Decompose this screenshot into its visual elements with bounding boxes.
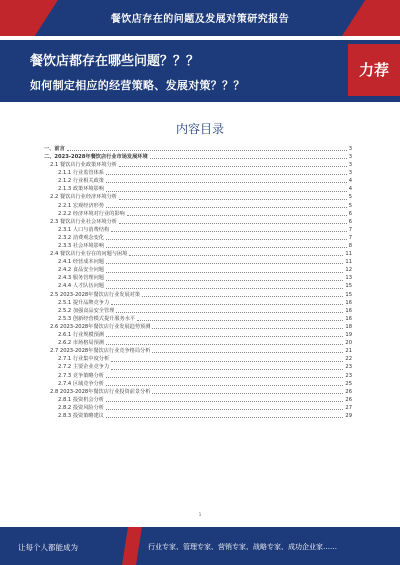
toc-leader-dots xyxy=(106,417,343,418)
toc-entry-page: 5 xyxy=(348,194,352,201)
toc-entry-text: 2.8.2 投资风险分析 xyxy=(58,404,104,411)
toc-entry-text: 2.3.1 人口与消费结构 xyxy=(58,226,110,233)
toc-entry-page: 16 xyxy=(345,299,352,306)
toc-entry[interactable] xyxy=(44,363,352,371)
toc-entry-text: 2.1 餐饮店行业政策环境分析 xyxy=(50,162,117,169)
toc-leader-dots xyxy=(106,409,343,410)
toc-entry[interactable] xyxy=(44,322,352,330)
banner-question-1: 餐饮店都存在哪些问题？？？ xyxy=(30,54,200,69)
toc-entry-text: 一、前言 xyxy=(44,145,65,152)
toc-leader-dots xyxy=(106,288,343,289)
toc-entry-text: 2.8.1 投资机会分析 xyxy=(58,396,104,403)
toc-title: 内容目录 xyxy=(175,122,224,136)
toc-entry-page: 7 xyxy=(348,234,352,241)
toc-entry-text: 2.5.3 创新经营模式提升服务水平 xyxy=(58,315,136,322)
toc-entry-page: 4 xyxy=(348,186,352,193)
toc-entry-text: 2.7.2 主要企业竞争力 xyxy=(58,364,110,371)
toc-leader-dots xyxy=(106,385,343,386)
toc-entry-page: 26 xyxy=(345,396,352,403)
toc-entry-page: 25 xyxy=(345,380,352,387)
toc-entry[interactable] xyxy=(44,257,352,265)
toc-leader-dots xyxy=(119,166,347,167)
toc-leader-dots xyxy=(106,336,343,337)
toc-entry[interactable] xyxy=(44,176,352,184)
toc-entry[interactable] xyxy=(44,209,352,217)
toc-entry[interactable] xyxy=(44,217,352,225)
toc-entry-text: 2.4.4 人才队伍问题 xyxy=(58,283,104,290)
toc-leader-dots xyxy=(106,401,343,402)
toc-entry-page: 6 xyxy=(348,210,352,217)
toc-entry-text: 2.3.2 消费观念变化 xyxy=(58,234,104,241)
recommend-badge-label: 力荐 xyxy=(358,61,389,79)
toc-leader-dots xyxy=(119,199,347,200)
toc-entry-page: 15 xyxy=(345,291,352,298)
toc-leader-dots xyxy=(106,207,347,208)
top-header-bar xyxy=(0,0,400,36)
footer-accent xyxy=(122,527,142,565)
toc-entry-page: 4 xyxy=(348,178,352,185)
toc-leader-dots xyxy=(106,174,347,175)
toc-entry-text: 2.2.1 宏观经济形势 xyxy=(58,202,104,209)
toc-entry[interactable] xyxy=(44,403,352,411)
toc-entry-text: 二、2023-2028年餐饮店行业市场发展环境 xyxy=(44,153,148,160)
toc-entry-page: 3 xyxy=(348,162,352,169)
toc-leader-dots xyxy=(111,369,343,370)
toc-leader-dots xyxy=(106,191,347,192)
toc-entry-text: 2.6 2023-2028年餐饮店行业发展趋势预测 xyxy=(50,323,151,330)
toc-leader-dots xyxy=(129,255,343,256)
toc-leader-dots xyxy=(127,215,347,216)
toc-entry-page: 16 xyxy=(345,307,352,314)
toc-entry-page: 27 xyxy=(345,404,352,411)
toc-entry-text: 2.2 餐饮店行业经济环境分析 xyxy=(50,194,117,201)
toc-entry[interactable] xyxy=(44,152,352,160)
toc-leader-dots xyxy=(116,312,343,313)
toc-entry-text: 2.6.1 行业规模预测 xyxy=(58,332,104,339)
table-of-contents xyxy=(44,144,352,419)
toc-entry-page: 6 xyxy=(348,218,352,225)
toc-entry[interactable] xyxy=(44,265,352,273)
toc-entry[interactable] xyxy=(44,282,352,290)
toc-entry-page: 8 xyxy=(348,243,352,250)
toc-leader-dots xyxy=(106,182,347,183)
toc-entry[interactable] xyxy=(44,395,352,403)
toc-entry[interactable] xyxy=(44,144,352,152)
toc-entry[interactable] xyxy=(44,314,352,322)
toc-entry-text: 2.3 餐饮店行业社会环境分析 xyxy=(50,218,117,225)
toc-entry[interactable] xyxy=(44,184,352,192)
toc-entry-page: 16 xyxy=(345,315,352,322)
toc-leader-dots xyxy=(106,272,343,273)
toc-entry-page: 29 xyxy=(345,412,352,419)
question-banner xyxy=(0,40,400,102)
toc-entry-text: 2.8 2023-2028年餐饮店行业投资前景分析 xyxy=(50,388,151,395)
toc-entry-page: 12 xyxy=(345,267,352,274)
toc-entry-text: 2.5.1 提升品牌竞争力 xyxy=(58,299,110,306)
toc-entry[interactable] xyxy=(44,306,352,314)
toc-leader-dots xyxy=(67,150,347,151)
page-number: 1 xyxy=(198,512,202,517)
toc-leader-dots xyxy=(111,304,343,305)
toc-entry[interactable] xyxy=(44,241,352,249)
toc-entry-page: 23 xyxy=(345,372,352,379)
toc-entry-text: 2.7.3 竞争策略分析 xyxy=(58,372,104,379)
toc-entry[interactable] xyxy=(44,290,352,298)
toc-entry-text: 2.7.1 行业集中度分析 xyxy=(58,356,110,363)
toc-entry-page: 26 xyxy=(345,388,352,395)
toc-entry[interactable] xyxy=(44,233,352,241)
toc-entry[interactable] xyxy=(44,249,352,257)
toc-entry[interactable] xyxy=(44,387,352,395)
banner-question-2: 如何制定相应的经营策略、发展对策？？？ xyxy=(30,79,245,92)
toc-entry-page: 13 xyxy=(345,275,352,282)
toc-entry[interactable] xyxy=(44,379,352,387)
toc-entry-page: 3 xyxy=(348,153,352,160)
toc-leader-dots xyxy=(152,393,343,394)
toc-entry[interactable] xyxy=(44,354,352,362)
toc-leader-dots xyxy=(152,328,343,329)
toc-entry[interactable] xyxy=(44,160,352,168)
footer-roles: 行业专家、管理专家、营销专家、战略专家、成功企业家…… xyxy=(148,543,337,551)
recommend-badge xyxy=(348,44,400,96)
toc-entry[interactable] xyxy=(44,371,352,379)
toc-entry[interactable] xyxy=(44,346,352,354)
toc-entry-text: 2.6.2 市场格局预测 xyxy=(58,340,104,347)
toc-entry[interactable] xyxy=(44,168,352,176)
toc-entry[interactable] xyxy=(44,193,352,201)
toc-entry-text: 2.4.2 食品安全问题 xyxy=(58,267,104,274)
toc-entry-page: 11 xyxy=(345,259,352,266)
toc-leader-dots xyxy=(106,247,347,248)
toc-entry-page: 3 xyxy=(348,145,352,152)
toc-leader-dots xyxy=(106,280,343,281)
toc-entry[interactable] xyxy=(44,330,352,338)
toc-entry-page: 3 xyxy=(348,170,352,177)
footer-slogan: 让每个人都能成为 xyxy=(18,543,78,552)
toc-entry-text: 2.7 2023-2028年餐饮店行业竞争格局分析 xyxy=(50,348,151,355)
toc-entry-text: 2.4.1 经营成本问题 xyxy=(58,259,104,266)
toc-leader-dots xyxy=(111,231,347,232)
toc-leader-dots xyxy=(106,239,347,240)
toc-leader-dots xyxy=(111,361,343,362)
toc-entry[interactable] xyxy=(44,201,352,209)
toc-entry-page: 5 xyxy=(348,202,352,209)
toc-entry-text: 2.3.3 社会环境影响 xyxy=(58,243,104,250)
toc-entry-text: 2.8.3 投资策略建议 xyxy=(58,412,104,419)
toc-entry-text: 2.5.2 加强食品安全管理 xyxy=(58,307,115,314)
toc-entry-page: 7 xyxy=(348,226,352,233)
footer-bar xyxy=(0,527,400,565)
toc-entry-text: 2.1.3 政策环境影响 xyxy=(58,186,104,193)
toc-entry-page: 20 xyxy=(345,340,352,347)
toc-entry-page: 22 xyxy=(345,356,352,363)
toc-entry-page: 15 xyxy=(345,283,352,290)
toc-entry-page: 23 xyxy=(345,364,352,371)
toc-entry-text: 2.5 2023-2028年餐饮店行业发展对策 xyxy=(50,291,141,298)
toc-entry-page: 21 xyxy=(345,348,352,355)
toc-leader-dots xyxy=(150,158,347,159)
toc-leader-dots xyxy=(137,320,343,321)
report-title: 餐饮店存在的问题及发展对策研究报告 xyxy=(110,14,290,25)
toc-entry[interactable] xyxy=(44,298,352,306)
toc-entry-text: 2.1.1 行业监管体系 xyxy=(58,170,104,177)
toc-leader-dots xyxy=(106,263,343,264)
toc-leader-dots xyxy=(106,377,343,378)
toc-entry[interactable] xyxy=(44,338,352,346)
toc-entry-text: 2.2.2 经济环境对行业的影响 xyxy=(58,210,125,217)
toc-entry[interactable] xyxy=(44,274,352,282)
toc-leader-dots xyxy=(142,296,343,297)
toc-entry-page: 19 xyxy=(345,332,352,339)
toc-entry-text: 2.7.4 区域竞争分析 xyxy=(58,380,104,387)
toc-leader-dots xyxy=(119,223,347,224)
toc-entry[interactable] xyxy=(44,411,352,419)
toc-entry-page: 11 xyxy=(345,251,352,258)
toc-leader-dots xyxy=(152,352,343,353)
toc-entry-text: 2.4 餐饮店行业存在的问题与困境 xyxy=(50,251,128,258)
toc-entry-text: 2.4.3 服务管理问题 xyxy=(58,275,104,282)
toc-entry-page: 18 xyxy=(345,323,352,330)
toc-entry-text: 2.1.2 行业相关政策 xyxy=(58,178,104,185)
toc-leader-dots xyxy=(106,344,343,345)
toc-entry[interactable] xyxy=(44,225,352,233)
